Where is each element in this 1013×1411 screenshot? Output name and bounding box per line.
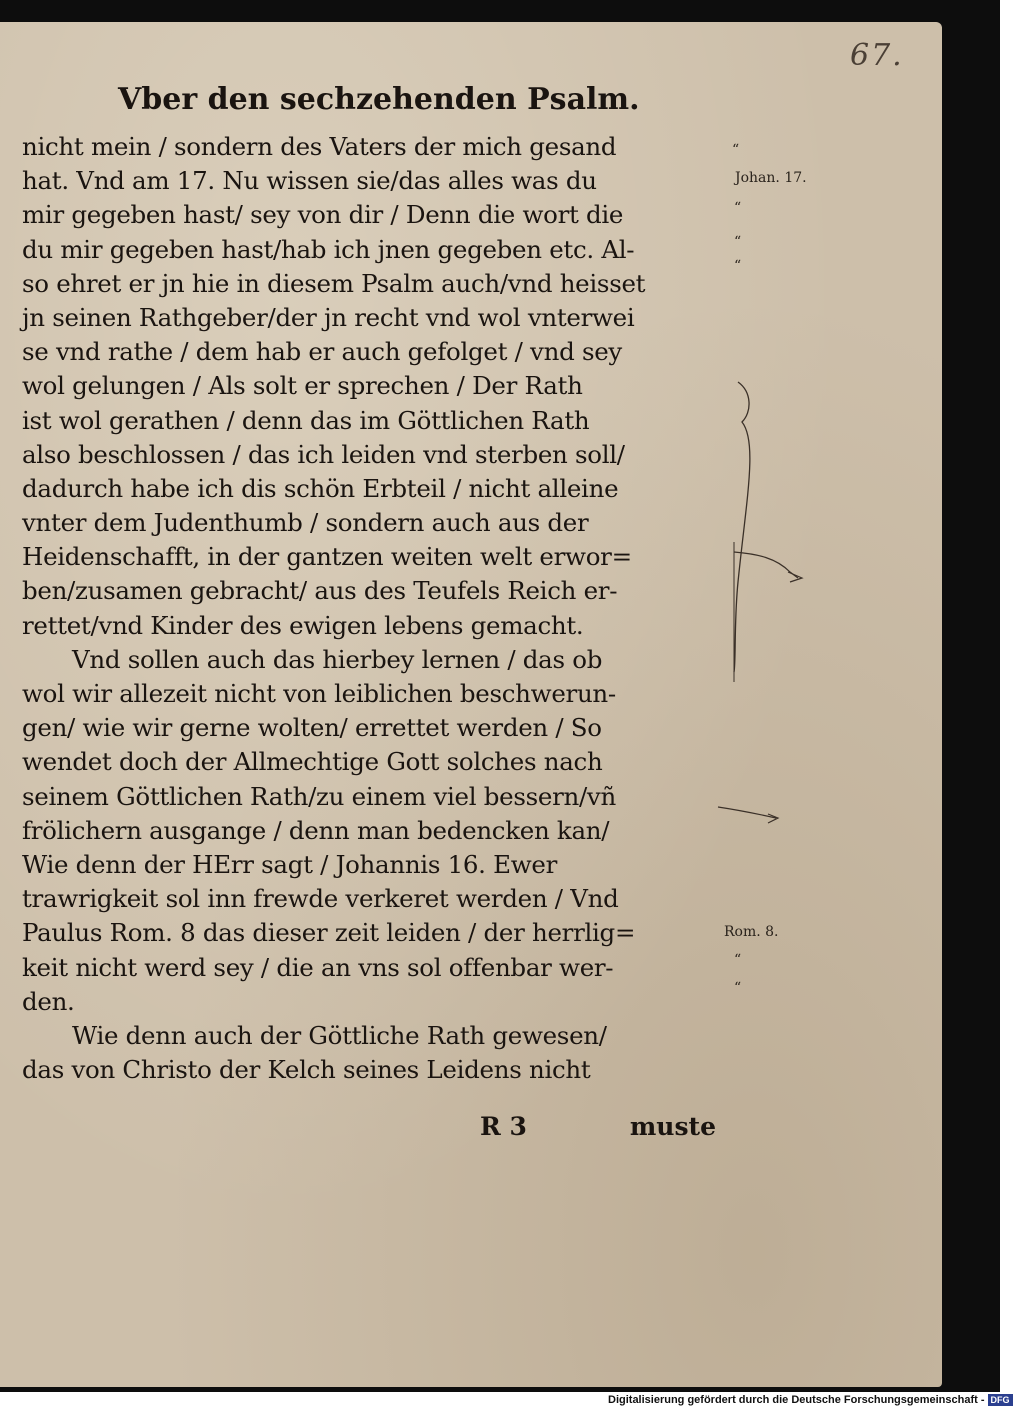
text-line: Wie denn auch der Göttliche Rath gewesen/ — [72, 1020, 607, 1050]
text-line: wendet doch der Allmechtige Gott solches nach — [22, 747, 603, 777]
text-line: ben/zusamen gebracht/ aus des Teufels Reich er- — [22, 576, 618, 606]
text-line: hat. Vnd am 17. Nu wissen sie/das alles was du — [22, 166, 597, 196]
running-head: Vber den sechzehenden Psalm. — [118, 82, 640, 117]
text-line: den. — [22, 986, 75, 1016]
text-line: so ehret er jn hie in diesem Psalm auch/vnd heisset — [22, 268, 646, 298]
text-line: wol gelungen / Als solt er sprechen / Der Rath — [22, 371, 583, 401]
quote-mark: “ — [734, 952, 742, 968]
text-line: du mir gegeben hast/hab ich jnen gegeben etc. Al- — [22, 234, 635, 264]
footer-credit — [608, 1394, 1013, 1406]
text-line: nicht mein / sondern des Vaters der mich gesand — [22, 132, 617, 161]
signature-mark: R 3 — [480, 1112, 527, 1141]
pencil-bracket-annotation — [728, 382, 818, 842]
margin-note-rom: Rom. 8. — [724, 924, 779, 940]
text-line: vnter dem Judenthumb / sondern auch aus der — [22, 508, 589, 538]
text-line: keit nicht werd sey / die an vns sol offenbar wer- — [22, 952, 614, 982]
quote-mark: “ — [734, 234, 742, 250]
quote-mark: “ — [734, 258, 742, 274]
text-line: ist wol gerathen / denn das im Göttlichen Rath — [22, 405, 590, 435]
text-line: Heidenschafft, in der gantzen weiten welt erwor= — [22, 542, 632, 572]
text-line: also beschlossen / das ich leiden vnd sterben soll/ — [22, 439, 625, 469]
dfg-logo: DFG — [988, 1394, 1013, 1406]
text-line: das von Christo der Kelch seines Leidens nicht — [22, 1055, 591, 1085]
text-line: rettet/vnd Kinder des ewigen lebens gemacht. — [22, 610, 584, 640]
catchword: muste — [629, 1112, 716, 1141]
folio-number: 67. — [850, 38, 904, 73]
text-line: wol wir allezeit nicht von leiblichen beschwerun- — [22, 679, 616, 708]
text-line: gen/ wie wir gerne wolten/ errettet werden / So — [22, 713, 602, 743]
text-line: seinem Göttlichen Rath/zu einem viel bessern/vñ — [22, 781, 616, 811]
book-page — [0, 22, 942, 1387]
text-line: mir gegeben hast/ sey von dir / Denn die wort die — [22, 200, 624, 230]
quote-mark: “ — [734, 980, 742, 996]
text-line: Vnd sollen auch das hierbey lernen / das ob — [72, 644, 603, 674]
quote-mark: “ — [734, 200, 742, 216]
text-line: trawrigkeit sol inn frewde verkeret werden / Vnd — [22, 884, 619, 914]
text-line: frölichern ausgange / denn man bedencken kan/ — [22, 815, 610, 845]
text-line: dadurch habe ich dis schön Erbteil / nicht alleine — [22, 473, 619, 503]
footer-text: Digitalisierung gefördert durch die Deutsche Forschungsgemeinschaft - — [608, 1394, 985, 1406]
text-line: Paulus Rom. 8 das dieser zeit leiden / der herrlig= — [22, 918, 636, 948]
quote-mark: “ — [732, 142, 740, 158]
body-text — [22, 130, 727, 1087]
text-line: Wie denn der HErr sagt / Johannis 16. Ewer — [22, 849, 558, 879]
signature-line — [480, 1112, 720, 1146]
margin-note-johan: Johan. 17. — [735, 170, 807, 186]
text-line: jn seinen Rathgeber/der jn recht vnd wol vnterwei — [22, 302, 635, 332]
text-line: se vnd rathe / dem hab er auch gefolget / vnd sey — [22, 337, 622, 367]
